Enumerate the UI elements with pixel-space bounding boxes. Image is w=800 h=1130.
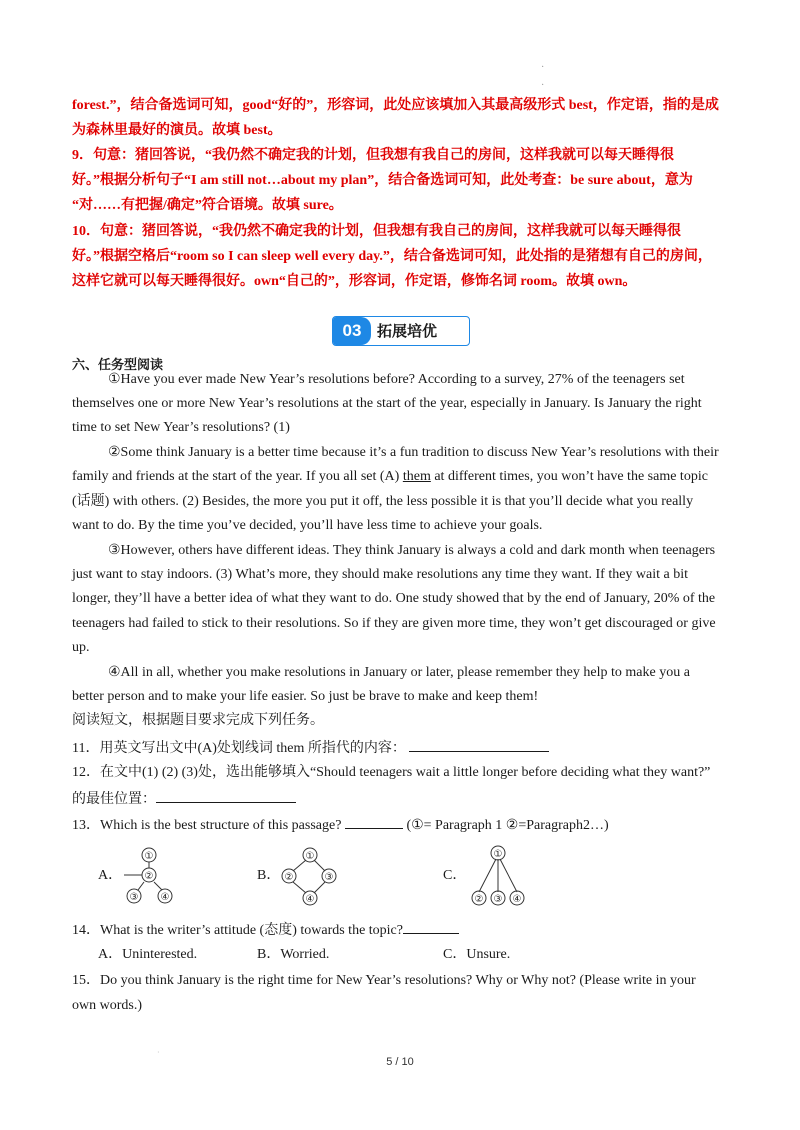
- passage-line: ④All in all, whether you make resolutions in January or later, please remember they help to make you a: [108, 665, 690, 680]
- option-b[interactable]: B．Worried.: [257, 947, 330, 962]
- option-c[interactable]: C．Unsure.: [443, 947, 511, 962]
- structure-diagram-c: [466, 842, 530, 910]
- node-4: ④: [305, 894, 315, 905]
- passage-line: [72, 467, 732, 487]
- node-2: ②: [144, 871, 154, 882]
- node-2: ②: [284, 872, 294, 883]
- banner-title: 拓展培优: [377, 322, 438, 340]
- structure-diagram-a: [120, 844, 180, 906]
- answer-blank[interactable]: [403, 919, 459, 934]
- question-15-cont: own words.): [72, 998, 142, 1013]
- answer-line: 好。”根据分析句子“I am still not…about my plan”，结合备选词可知，此处考查：be sure about，意为: [72, 173, 693, 188]
- passage-line: time to set New Year’s resolutions? (1): [72, 420, 290, 435]
- passage-line: ③However, others have different ideas. They think January is always a cold and dark month when teenagers: [108, 543, 716, 558]
- node-3: ③: [129, 892, 139, 903]
- node-1: ①: [493, 849, 503, 860]
- section-title: 六、任务型阅读: [72, 358, 164, 373]
- answer-line: forest.”，结合备选词可知，good“好的”，形容词，此处应该填加入其最高级形式 best，作定语，指的是成: [72, 98, 719, 113]
- answer-blank[interactable]: [156, 788, 296, 803]
- passage-text: family and friends at the start of the year. If you all set (A): [72, 469, 403, 484]
- page-number: 5 / 10: [386, 1056, 414, 1068]
- underlined-word: them: [402, 469, 431, 484]
- section-banner: [332, 316, 470, 346]
- question-15: 15．Do you think January is the right time for New Year’s resolutions? Why or Why not? (Please write in your: [72, 973, 696, 988]
- option-b-label[interactable]: B．: [257, 868, 281, 883]
- banner-number: 03: [333, 317, 371, 345]
- passage-line: just want to stay indoors. (3) What’s more, they should make resolutions any time they want. If they wait a bit: [72, 567, 689, 582]
- passage-line: want to do. By the time you’ve decided, you’ll have less time to achieve your goals.: [72, 518, 543, 533]
- page-mark: ·: [541, 62, 545, 73]
- passage-text: at different times, you won’t have the same topic: [430, 469, 708, 484]
- question-text: 14．What is the writer’s attitude (态度) towards the topic?: [72, 923, 403, 938]
- node-4: ④: [160, 892, 170, 903]
- answer-line: 9．句意：猪回答说，“我仍然不确定我的计划，但我想有我自己的房间，这样我就可以每天睡得很: [72, 148, 674, 163]
- passage-line: themselves one or more New Year’s resolutions at the start of the year, especially in January. Is January the right: [72, 396, 702, 411]
- option-c-label[interactable]: C．: [443, 868, 467, 883]
- answer-line: 10．句意：猪回答说，“我仍然不确定我的计划，但我想有我自己的房间，这样我就可以每天睡得很: [72, 224, 681, 239]
- node-1: ①: [305, 851, 315, 862]
- question-text: 11．用英文写出文中(A)处划线词 them 所指代的内容：: [72, 741, 406, 756]
- question-text: 13．Which is the best structure of this passage?: [72, 818, 345, 833]
- page-mark: ·: [157, 1048, 160, 1057]
- question-text: 的最佳位置：: [72, 792, 156, 807]
- node-3: ③: [493, 894, 503, 905]
- answer-blank[interactable]: [409, 737, 549, 752]
- answer-line: “对……有把握/确定”符合语境。故填 sure。: [72, 198, 343, 213]
- passage-line: teenagers had failed to stick to their resolutions. So if they are given more time, they won’t get discouraged or give: [72, 616, 716, 631]
- passage-line: ②Some think January is a better time because it’s a fun tradition to discuss New Year’s resolutions with their: [108, 445, 719, 460]
- option-a-label[interactable]: A．: [98, 868, 123, 883]
- passage-line: ①Have you ever made New Year’s resolutions before? According to a survey, 27% of the teenagers set: [108, 372, 685, 387]
- option-a[interactable]: A．Uninterested.: [98, 947, 198, 962]
- answer-blank[interactable]: [345, 814, 403, 829]
- question-text: (①= Paragraph 1 ②=Paragraph2…): [402, 818, 609, 833]
- question-12: 12．在文中(1) (2) (3)处，选出能够填入“Should teenagers wait a little longer before deciding what they want?”: [72, 765, 711, 780]
- answer-line: 为森林里最好的演员。故填 best。: [72, 123, 282, 138]
- node-3: ③: [324, 872, 334, 883]
- node-1: ①: [144, 851, 154, 862]
- question-13: [72, 814, 732, 836]
- question-12-cont: [72, 788, 732, 810]
- passage-line: better person and to make your life easier. So just be brave to make and keep them!: [72, 689, 539, 704]
- question-11: [72, 737, 732, 759]
- page-mark: ·: [541, 80, 545, 91]
- node-4: ④: [512, 894, 522, 905]
- passage-line: up.: [72, 640, 90, 655]
- question-14: [72, 919, 732, 941]
- answer-line: 好。”根据空格后“room so I can sleep well every day.”，结合备选词可知，此处指的是猪想有自己的房间，: [72, 249, 712, 264]
- passage-line: (话题) with others. (2) Besides, the more you put it off, the less possible it is that you’ll decide what you really: [72, 494, 694, 509]
- node-2: ②: [474, 894, 484, 905]
- instructions: 阅读短文，根据题目要求完成下列任务。: [72, 713, 324, 728]
- structure-diagram-b: [276, 844, 342, 910]
- passage-line: longer, they’ll have a better idea of what they want to do. One study showed that by the end of January, 20% of the: [72, 591, 716, 606]
- answer-line: 这样它就可以每天睡得很好。own“自己的”，形容词，作定语，修饰名词 room。故填 own。: [72, 274, 637, 289]
